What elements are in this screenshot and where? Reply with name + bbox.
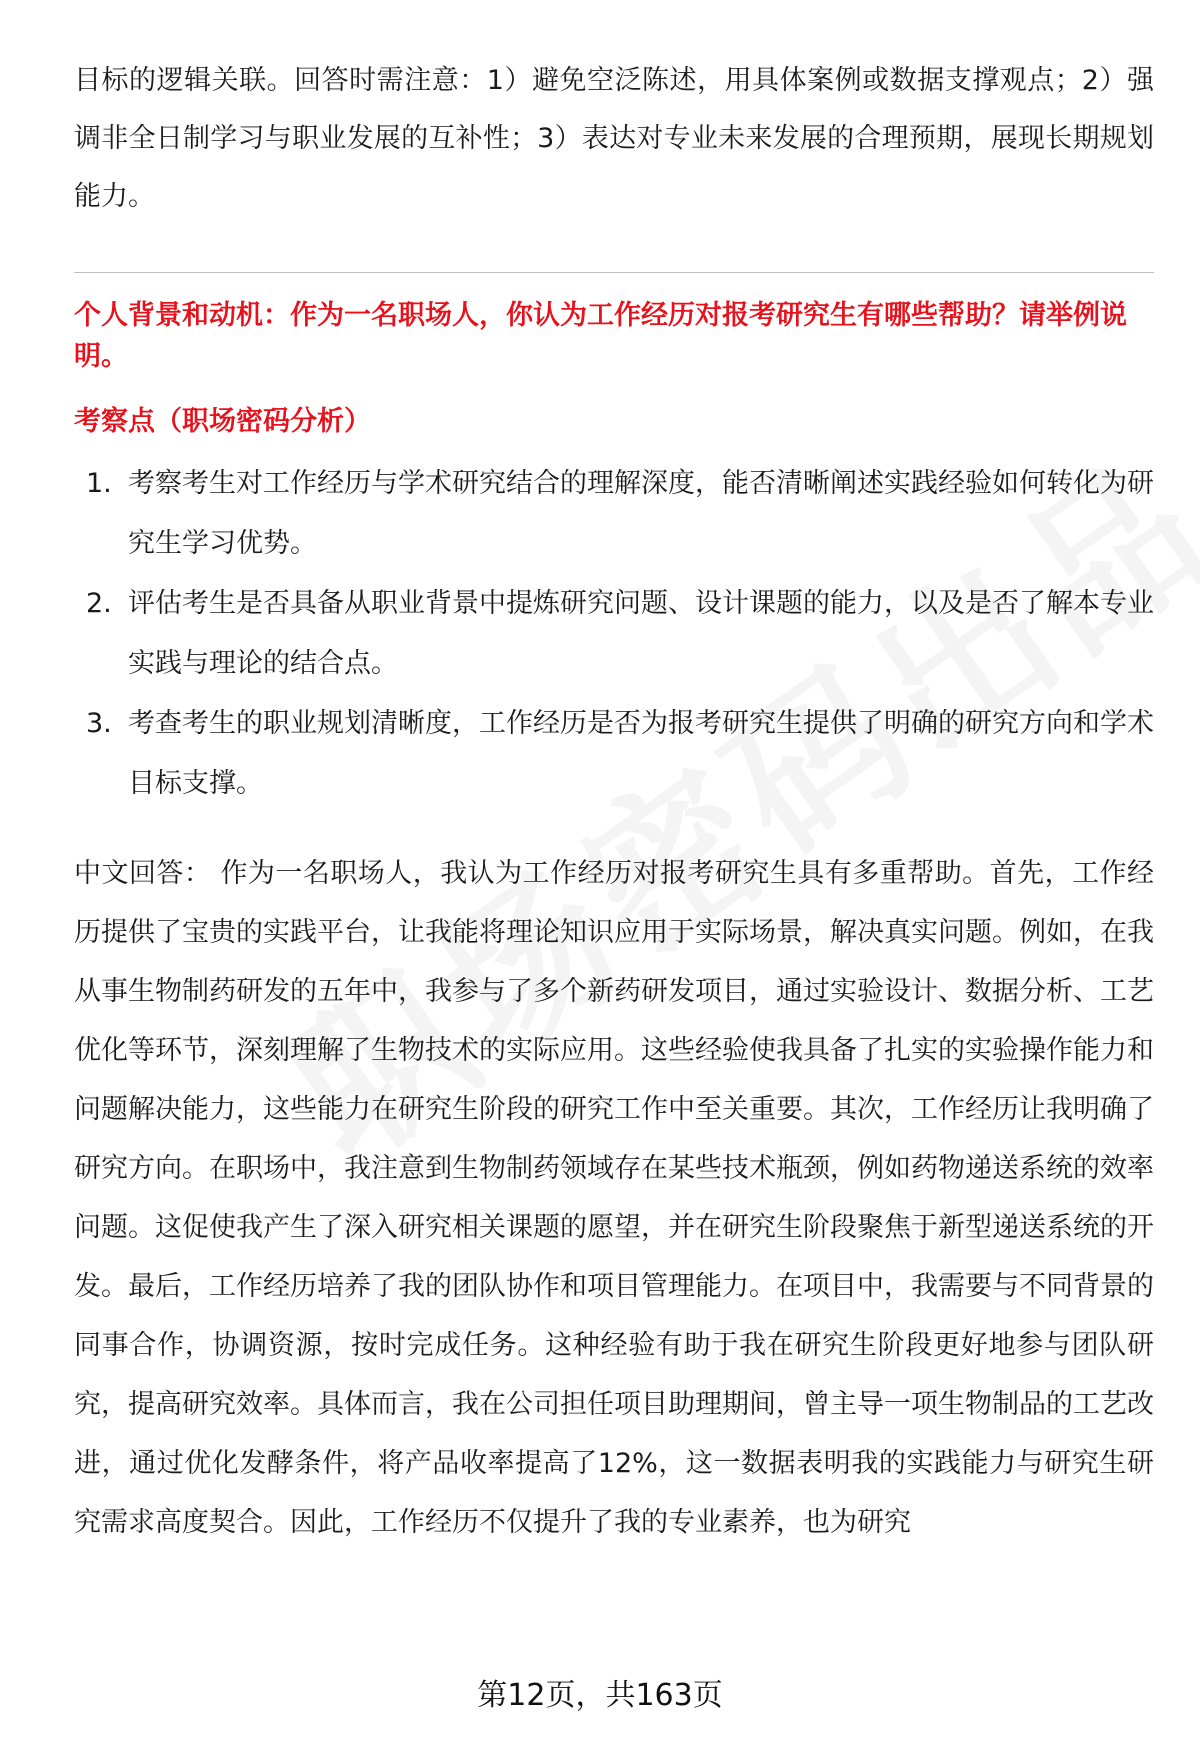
point-text: 考察考生对工作经历与学术研究结合的理解深度，能否清晰阐述实践经验如何转化为研究生学习优势。 bbox=[128, 468, 1154, 559]
point-text: 考查考生的职业规划清晰度，工作经历是否为报考研究生提供了明确的研究方向和学术目标支撑。 bbox=[128, 708, 1154, 799]
answer-paragraph bbox=[74, 844, 1154, 1552]
section-divider bbox=[74, 272, 1154, 273]
point-number: 1. bbox=[86, 468, 112, 499]
analysis-point bbox=[74, 694, 1154, 814]
intro-paragraph: 目标的逻辑关联。回答时需注意：1）避免空泛陈述，用具体案例或数据支撑观点；2）强调非全日制学习与职业发展的互补性；3）表达对专业未来发展的合理预期，展现长期规划能力。 bbox=[74, 65, 1154, 212]
page-number-footer: 第12页，共163页 bbox=[477, 1678, 723, 1713]
answer-text: 作为一名职场人，我认为工作经历对报考研究生具有多重帮助。首先，工作经历提供了宝贵的实践平台，让我能将理论知识应用于实际场景，解决真实问题。例如，在我从事生物制药研发的五年中，我参与了多个新药研发项目，通过实验设计、数据分析、工艺优化等环节，深刻理解了生物技术的实际应用。这些经验使我具备了扎实的实验操作能力和问题解决能力，这些能力在研究生阶段的研究工作中至关重要。其次，工作经历让我明确了研究方向。在职场中，我注意到生物制药领域存在某些技术瓶颈，例如药物递送系统的效率问题。这促使我产生了深入研究相关课题的愿望，并在研究生阶段聚焦于新型递送系统的开发。最后，工作经历培养了我的团队协作和项目管理能力。在项目中，我需要与不同背景的同事合作，协调资源，按时完成任务。这种经验有助于我在研究生阶段更好地参与团队研究，提高研究效率。具体而言，我在公司担任项目助理期间，曾主导一项生物制品的工艺改进，通过优化发酵条件，将产品收率提高了12%，这一数据表明我的实践能力与研究生研究需求高度契合。因此，工作经历不仅提升了我的专业素养，也为研究 bbox=[74, 858, 1155, 1538]
analysis-point bbox=[74, 454, 1154, 574]
point-number: 2. bbox=[86, 588, 112, 619]
analysis-points-list bbox=[74, 454, 1154, 814]
answer-label: 中文回答： bbox=[74, 858, 212, 889]
analysis-point bbox=[74, 574, 1154, 694]
question-title: 个人背景和动机：作为一名职场人，你认为工作经历对报考研究生有哪些帮助？请举例说明。 bbox=[74, 300, 1127, 372]
document-page bbox=[74, 52, 1154, 1579]
analysis-heading: 考察点（职场密码分析） bbox=[74, 406, 371, 437]
point-number: 3. bbox=[86, 708, 112, 739]
point-text: 评估考生是否具备从职业背景中提炼研究问题、设计课题的能力，以及是否了解本专业实践与理论的结合点。 bbox=[128, 588, 1154, 679]
